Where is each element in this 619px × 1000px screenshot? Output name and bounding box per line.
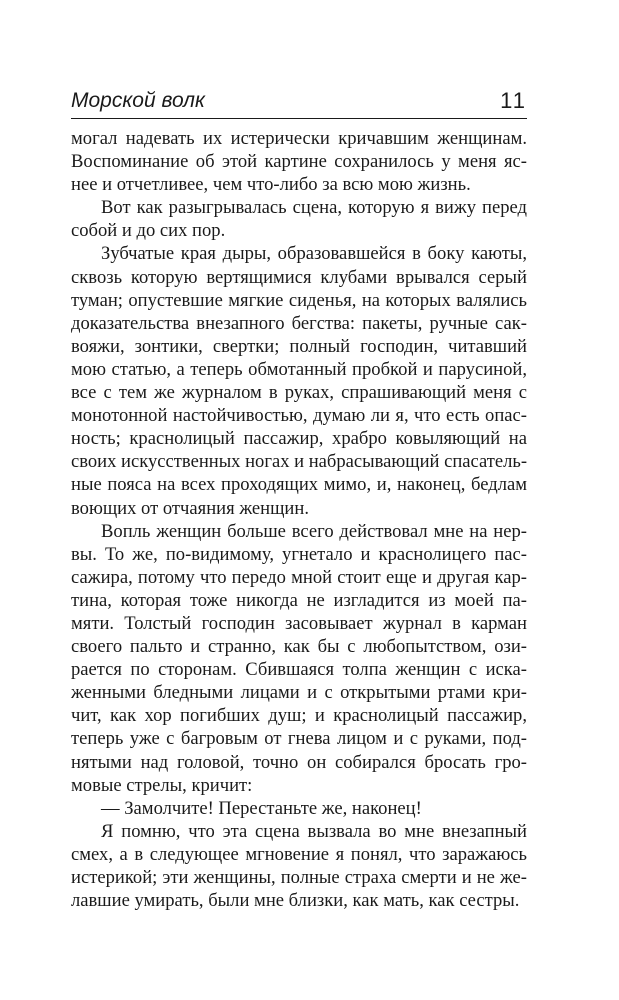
text-line: воющих от отчаяния женщин.	[71, 497, 309, 519]
text-line: могал надевать их истерически кричавшим женщинам.	[71, 128, 527, 149]
text-line: чит, как хор погибших душ; и краснолицый пассажир,	[71, 705, 527, 727]
book-title: Морской волк	[71, 89, 205, 112]
text-line: Я помню, что эта сцена вызвала во мне внезапный	[101, 820, 527, 842]
text-line: нятыми над головой, точно он собирался бросать гро-	[71, 751, 527, 773]
page-number: 11	[500, 88, 527, 113]
text-line: смех, а в следующее мгновение я понял, что заражаюсь	[71, 843, 527, 865]
book-page	[71, 86, 527, 912]
text-line: монотонной настойчивостью, думаю ли я, что есть опас-	[71, 405, 527, 427]
body-text	[71, 127, 527, 912]
text-line: Воспоминание об этой картине сохранилось у меня яс-	[71, 151, 527, 173]
text-line: тина, которая тоже никогда не изгладится из моей па-	[71, 589, 527, 611]
text-line: вы. То же, по-видимому, угнетало и краснолицего пас-	[71, 543, 527, 565]
text-line: своих искусственных ногах и набрасывающий спасатель-	[71, 451, 528, 473]
text-line: своего пальто и странно, как бы с любопытством, ози-	[71, 636, 527, 658]
text-line: ность; краснолицый пассажир, храбро ковыляющий на	[71, 428, 527, 450]
text-line: туман; опустевшие мягкие сиденья, на которых валялись	[71, 289, 527, 311]
text-line: рается по сторонам. Сбившаяся толпа женщин с иска-	[71, 659, 527, 681]
text-line: женными бледными лицами и с открытыми ртами кри-	[71, 682, 527, 704]
text-line: лавшие умирать, были мне близки, как мать, как сестры.	[71, 890, 520, 912]
text-line: мою статью, а теперь обмотанный пробкой и парусиной,	[71, 358, 527, 380]
text-line: Вопль женщин больше всего действовал мне на нер-	[101, 520, 527, 542]
text-line: нее и отчетливее, чем что-либо за всю мою жизнь.	[71, 174, 471, 196]
running-header	[71, 86, 527, 119]
text-line: сквозь которую вертящимися клубами врывался серый	[71, 266, 527, 288]
text-line: вояжи, зонтики, свертки; полный господин, читавший	[71, 335, 527, 357]
dialogue-line: — Замолчите! Перестаньте же, наконец!	[101, 797, 422, 819]
text-line: Вот как разыгрывалась сцена, которую я вижу перед	[101, 197, 527, 219]
text-line: мяти. Толстый господин засовывает журнал в карман	[71, 612, 527, 634]
text-line: собой и до сих пор.	[71, 220, 226, 242]
text-line: ные пояса на всех проходящих мимо, и, наконец, бедлам	[71, 474, 527, 496]
text-line: доказательства внезапного бегства: пакеты, ручные сак-	[71, 312, 527, 334]
text-line: теперь уже с багровым от гнева лицом и с руками, под-	[71, 728, 527, 750]
text-line: Зубчатые края дыры, образовавшейся в боку каюты,	[101, 243, 527, 265]
text-line: сажира, потому что передо мной стоит еще и другая кар-	[71, 566, 527, 588]
text-line: мовые стрелы, кричит:	[71, 774, 253, 796]
text-line: все с тем же журналом в руках, спрашивающий меня с	[71, 382, 527, 404]
text-line: истерикой; эти женщины, полные страха смерти и не же-	[71, 867, 527, 888]
